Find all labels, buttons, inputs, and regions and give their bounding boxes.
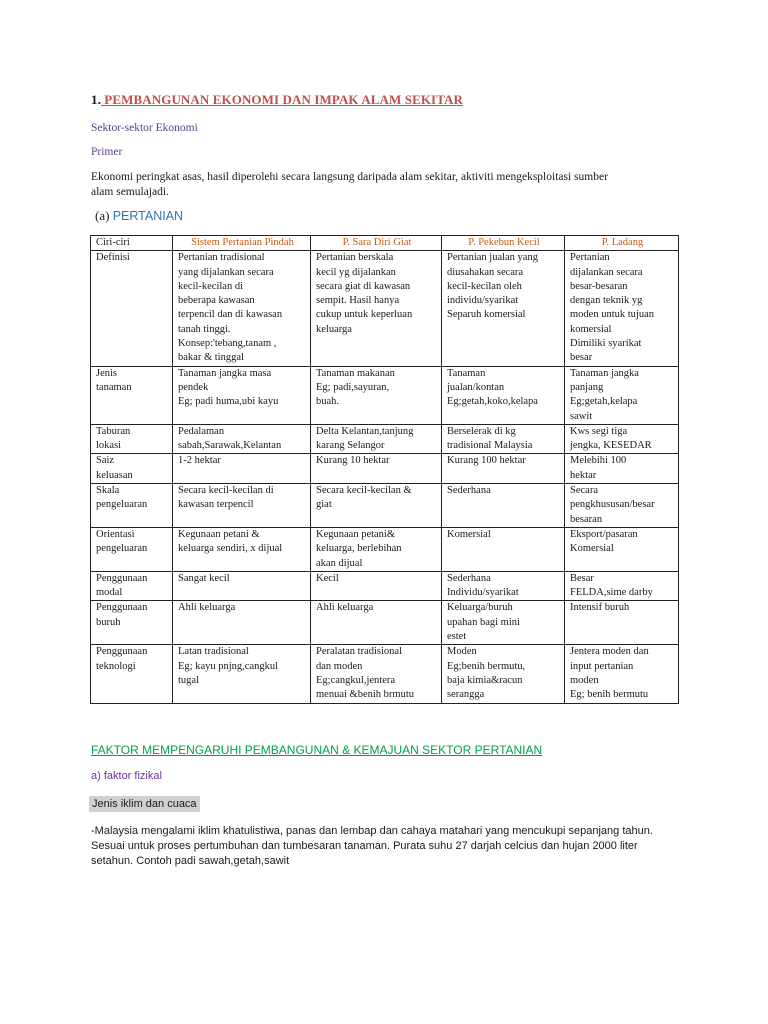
cell-line: komersial bbox=[570, 323, 612, 335]
cell-line: Kegunaan petani & bbox=[178, 528, 260, 540]
cell-line: Sederhana bbox=[447, 572, 491, 584]
cell-line: Pertanian berskala bbox=[316, 252, 394, 264]
cell-line: pengeluaran bbox=[96, 543, 148, 555]
table-cell bbox=[311, 424, 442, 454]
cell-line: akan dijual bbox=[316, 557, 363, 569]
table-row bbox=[91, 645, 679, 703]
cell-line: Latan tradisional bbox=[178, 646, 249, 658]
table-cell bbox=[311, 645, 442, 703]
cell-line: Kecil bbox=[316, 572, 339, 584]
cell-line: Kurang 10 hektar bbox=[316, 455, 390, 467]
table-cell bbox=[442, 527, 565, 571]
cell-line: Melebihi 100 bbox=[570, 455, 627, 467]
table-cell bbox=[173, 601, 311, 645]
table-cell bbox=[173, 484, 311, 528]
table-row bbox=[91, 366, 679, 424]
cell-line: individu/syarikat bbox=[447, 295, 519, 307]
table-cell bbox=[173, 571, 311, 601]
cell-line: jengka, KESEDAR bbox=[570, 440, 652, 452]
cell-line: jualan/kontan bbox=[447, 381, 505, 393]
cell-line: Kurang 100 hektar bbox=[447, 455, 526, 467]
row-label-cell bbox=[91, 527, 173, 571]
cell-line: 1-2 hektar bbox=[178, 455, 221, 467]
table-cell bbox=[442, 424, 565, 454]
cell-line: besaran bbox=[570, 513, 603, 525]
header-ladang: P. Ladang bbox=[565, 236, 679, 251]
table-row bbox=[91, 484, 679, 528]
cell-line: Tanaman makanan bbox=[316, 367, 395, 379]
cell-line: Tanaman bbox=[447, 367, 486, 379]
cell-line: dan moden bbox=[316, 660, 363, 672]
table-cell bbox=[442, 251, 565, 366]
intro-paragraph bbox=[91, 170, 681, 200]
cell-line: Penggunaan bbox=[96, 602, 148, 614]
cell-line: Eg;getah,kelapa bbox=[570, 396, 638, 408]
cell-line: sabah,Sarawak,Kelantan bbox=[178, 440, 282, 452]
cell-line: Individu/syarikat bbox=[447, 587, 519, 599]
cell-line: Peralatan tradisional bbox=[316, 646, 403, 658]
row-label-cell bbox=[91, 366, 173, 424]
cell-line: Kegunaan petani& bbox=[316, 528, 396, 540]
table-cell bbox=[173, 424, 311, 454]
table-cell bbox=[173, 366, 311, 424]
table-cell bbox=[311, 484, 442, 528]
cell-line: baja kimia&racun bbox=[447, 674, 523, 686]
cell-line: karang Selangor bbox=[316, 440, 385, 452]
row-label-cell bbox=[91, 484, 173, 528]
cell-line: kecil yg dijalankan bbox=[316, 266, 396, 278]
row-label-cell bbox=[91, 454, 173, 484]
cell-line: besar bbox=[570, 352, 593, 364]
cell-line: Secara kecil-kecilan & bbox=[316, 485, 412, 497]
cell-line: Pertanian jualan yang bbox=[447, 252, 538, 264]
table-cell bbox=[173, 454, 311, 484]
table-row bbox=[91, 601, 679, 645]
cell-line: Dimiliki syarikat bbox=[570, 338, 642, 350]
cell-line: Tanaman jangka bbox=[570, 367, 639, 379]
cell-line: input pertanian bbox=[570, 660, 634, 672]
faktor-title: FAKTOR MEMPENGARUHI PEMBANGUNAN & KEMAJUAN SEKTOR PERTANIAN bbox=[91, 743, 543, 757]
table-cell bbox=[442, 484, 565, 528]
table-cell bbox=[311, 454, 442, 484]
cell-line: Kws segi tiga bbox=[570, 425, 628, 437]
cell-line: yang dijalankan secara bbox=[178, 266, 274, 278]
table-cell bbox=[565, 484, 679, 528]
cell-line: teknologi bbox=[96, 660, 136, 672]
cell-line: Besar bbox=[570, 572, 594, 584]
cell-line: Eg;getah,koko,kelapa bbox=[447, 396, 538, 408]
cell-line: giat bbox=[316, 499, 332, 511]
cell-line: Penggunaan bbox=[96, 572, 148, 584]
jenis-iklim-label: Jenis iklim dan cuaca bbox=[89, 796, 200, 812]
header-pekebun-kecil: P. Pekebun Kecil bbox=[442, 236, 565, 251]
cell-line: upahan bagi mini bbox=[447, 616, 520, 628]
table-cell bbox=[442, 601, 565, 645]
cell-line: Pertanian bbox=[570, 252, 610, 264]
cell-line: Pedalaman bbox=[178, 425, 225, 437]
cell-line: keluarga bbox=[316, 323, 352, 335]
cell-line: hektar bbox=[570, 469, 597, 481]
table-cell bbox=[442, 454, 565, 484]
cell-line: Jenis bbox=[96, 367, 117, 379]
iklim-paragraph bbox=[91, 824, 691, 869]
cell-line: Komersial bbox=[447, 528, 491, 540]
cell-line: keluarga sendiri, x dijual bbox=[178, 543, 283, 555]
intro-line: alam semulajadi. bbox=[91, 186, 169, 198]
table-cell bbox=[311, 571, 442, 601]
cell-line: bakar & tinggal bbox=[178, 352, 244, 364]
cell-line: dengan teknik yg bbox=[570, 295, 643, 307]
cell-line: Eksport/pasaran bbox=[570, 528, 638, 540]
cell-line: buruh bbox=[96, 616, 121, 628]
row-label-cell bbox=[91, 571, 173, 601]
table-cell bbox=[311, 601, 442, 645]
cell-line: Penggunaan bbox=[96, 646, 148, 658]
table-row bbox=[91, 454, 679, 484]
cell-line: keluasan bbox=[96, 469, 133, 481]
cell-line: tugal bbox=[178, 674, 199, 686]
cell-line: modal bbox=[96, 587, 123, 599]
cell-line: Intensif buruh bbox=[570, 602, 630, 614]
table-cell bbox=[311, 251, 442, 366]
intro-line: Ekonomi peringkat asas, hasil diperolehi secara langsung daripada alam sekitar, aktiviti mengeksploitasi sumber bbox=[91, 171, 608, 183]
cell-line: diusahakan secara bbox=[447, 266, 524, 278]
cell-line: beberapa kawasan bbox=[178, 295, 255, 307]
table-cell bbox=[442, 366, 565, 424]
table-row bbox=[91, 571, 679, 601]
cell-line: Taburan bbox=[96, 425, 131, 437]
table-cell bbox=[173, 645, 311, 703]
table-cell bbox=[173, 251, 311, 366]
table-cell bbox=[565, 645, 679, 703]
cell-line: Berselerak di kg bbox=[447, 425, 516, 437]
table-cell bbox=[311, 366, 442, 424]
cell-line: pengkhususan/besar bbox=[570, 499, 655, 511]
table-cell bbox=[442, 571, 565, 601]
cell-line: Sederhana bbox=[447, 485, 491, 497]
table-row bbox=[91, 424, 679, 454]
cell-line: Eg; padi,sayuran, bbox=[316, 381, 390, 393]
table-cell bbox=[565, 601, 679, 645]
cell-line: Sangat kecil bbox=[178, 572, 230, 584]
section-a-heading bbox=[95, 208, 183, 224]
cell-line: Tanaman jangka masa bbox=[178, 367, 272, 379]
primer-label: Primer bbox=[91, 146, 123, 158]
cell-line: Eg; benih bermutu bbox=[570, 689, 649, 701]
table-cell bbox=[565, 571, 679, 601]
sektor-label: Sektor-sektor Ekonomi bbox=[91, 122, 198, 134]
cell-line: kecil-kecilan oleh bbox=[447, 280, 522, 292]
cell-line: panjang bbox=[570, 381, 604, 393]
cell-line: estet bbox=[447, 631, 467, 643]
table-cell bbox=[565, 527, 679, 571]
table-cell bbox=[311, 527, 442, 571]
body-line: setahun. Contoh padi sawah,getah,sawit bbox=[91, 855, 290, 867]
cell-line: Eg; kayu pnjng,cangkul bbox=[178, 660, 279, 672]
cell-line: moden bbox=[570, 674, 599, 686]
cell-line: Jentera moden dan bbox=[570, 646, 649, 658]
table-cell bbox=[565, 454, 679, 484]
cell-line: Skala bbox=[96, 485, 120, 497]
header-sara-diri: P. Sara Diri Giat bbox=[311, 236, 442, 251]
section-a-title: PERTANIAN bbox=[112, 209, 184, 223]
cell-line: Ahli keluarga bbox=[178, 602, 236, 614]
cell-line: tanah tinggi. bbox=[178, 323, 231, 335]
cell-line: Ahli keluarga bbox=[316, 602, 374, 614]
cell-line: Eg; padi huma,ubi kayu bbox=[178, 396, 279, 408]
cell-line: secara giat di kawasan bbox=[316, 280, 411, 292]
cell-line: kawasan terpencil bbox=[178, 499, 254, 511]
header-pindah: Sistem Pertanian Pindah bbox=[173, 236, 311, 251]
cell-line: Secara bbox=[570, 485, 598, 497]
cell-line: tanaman bbox=[96, 381, 132, 393]
main-heading bbox=[91, 92, 463, 108]
cell-line: sawit bbox=[570, 410, 593, 422]
header-ciri: Ciri-ciri bbox=[91, 236, 173, 251]
cell-line: lokasi bbox=[96, 440, 122, 452]
cell-line: FELDA,sime darby bbox=[570, 587, 653, 599]
row-label-cell bbox=[91, 601, 173, 645]
table-row bbox=[91, 527, 679, 571]
table-header-row bbox=[91, 236, 679, 251]
cell-line: Moden bbox=[447, 646, 477, 658]
faktor-a-label: a) faktor fizikal bbox=[91, 770, 162, 782]
section-a-label: (a) bbox=[95, 208, 113, 223]
table-row bbox=[91, 251, 679, 366]
cell-line: pengeluaran bbox=[96, 499, 148, 511]
cell-line: besar-besaran bbox=[570, 280, 628, 292]
heading-number: 1. bbox=[91, 92, 101, 107]
pertanian-table bbox=[90, 235, 679, 704]
row-label-cell bbox=[91, 645, 173, 703]
cell-line: dijalankan secara bbox=[570, 266, 643, 278]
table-cell bbox=[565, 366, 679, 424]
cell-line: Orientasi bbox=[96, 528, 135, 540]
row-label-cell bbox=[91, 424, 173, 454]
cell-line: Komersial bbox=[570, 543, 614, 555]
cell-line: menuai &benih brmutu bbox=[316, 689, 414, 701]
cell-line: Definisi bbox=[96, 252, 130, 264]
cell-line: Pertanian tradisional bbox=[178, 252, 265, 264]
body-line: Sesuai untuk proses pertumbuhan dan tumbesaran tanaman. Purata suhu 27 darjah celcius dan hujan 2000 liter bbox=[91, 840, 638, 852]
cell-line: Konsep:'tebang,tanam , bbox=[178, 338, 277, 350]
cell-line: Secara kecil-kecilan di bbox=[178, 485, 274, 497]
cell-line: Separuh komersial bbox=[447, 309, 526, 321]
heading-title: PEMBANGUNAN EKONOMI DAN IMPAK ALAM SEKITAR bbox=[100, 92, 463, 107]
cell-line: moden untuk tujuan bbox=[570, 309, 654, 321]
table-cell bbox=[442, 645, 565, 703]
cell-line: Saiz bbox=[96, 455, 115, 467]
cell-line: cukup untuk keperluan bbox=[316, 309, 413, 321]
row-label-cell bbox=[91, 251, 173, 366]
table-cell bbox=[565, 251, 679, 366]
table-cell bbox=[565, 424, 679, 454]
body-line: -Malaysia mengalami iklim khatulistiwa, panas dan lembap dan cahaya matahari yang mencukupi sepanjang tahun. bbox=[91, 825, 653, 837]
cell-line: pendek bbox=[178, 381, 209, 393]
cell-line: sempit. Hasil hanya bbox=[316, 295, 400, 307]
cell-line: Eg;benih bermutu, bbox=[447, 660, 526, 672]
cell-line: keluarga, berlebihan bbox=[316, 543, 402, 555]
cell-line: serangga bbox=[447, 689, 485, 701]
cell-line: Keluarga/buruh bbox=[447, 602, 513, 614]
cell-line: terpencil dan di kawasan bbox=[178, 309, 283, 321]
table-cell bbox=[173, 527, 311, 571]
cell-line: kecil-kecilan di bbox=[178, 280, 244, 292]
cell-line: Eg;cangkul,jentera bbox=[316, 674, 396, 686]
cell-line: tradisional Malaysia bbox=[447, 440, 533, 452]
cell-line: buah. bbox=[316, 396, 340, 408]
cell-line: Delta Kelantan,tanjung bbox=[316, 425, 414, 437]
